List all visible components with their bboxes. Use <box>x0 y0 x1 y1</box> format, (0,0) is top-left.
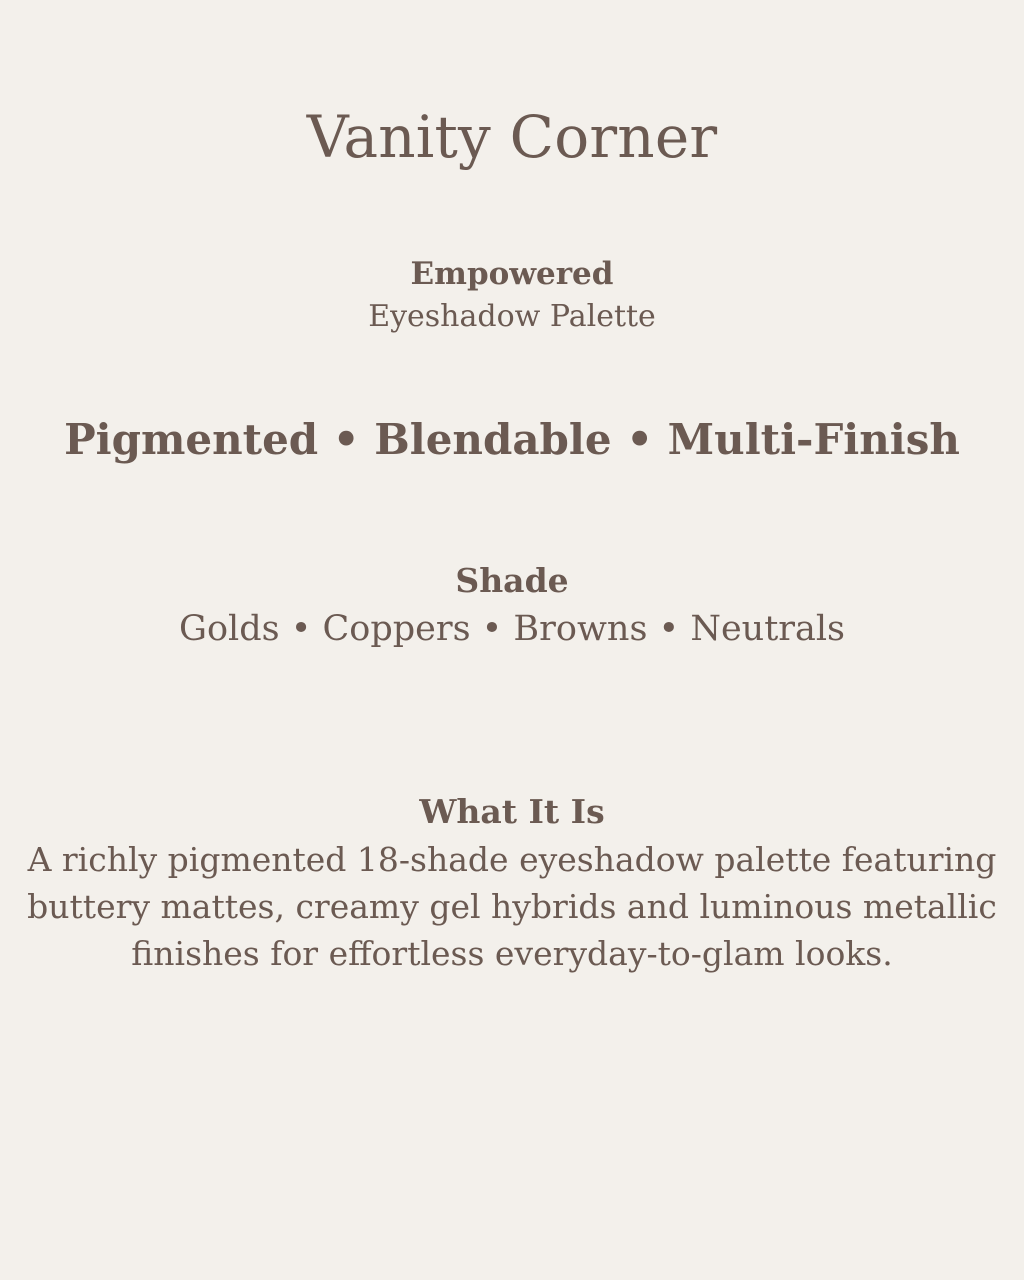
what-it-is-heading: What It Is <box>419 792 605 831</box>
shade-heading: Shade <box>455 561 569 600</box>
product-description: A richly pigmented 18-shade eyeshadow palette featuring buttery mattes, creamy gel hybrids and luminous metallic finishes for effortless everyday-to-glam looks. <box>27 840 997 973</box>
product-claims: Pigmented • Blendable • Multi-Finish <box>64 415 960 464</box>
product-name: Empowered <box>410 256 614 292</box>
product-type: Eyeshadow Palette <box>368 299 656 334</box>
brand-title: Vanity Corner <box>306 103 718 171</box>
shade-values: Golds • Coppers • Browns • Neutrals <box>178 609 846 649</box>
